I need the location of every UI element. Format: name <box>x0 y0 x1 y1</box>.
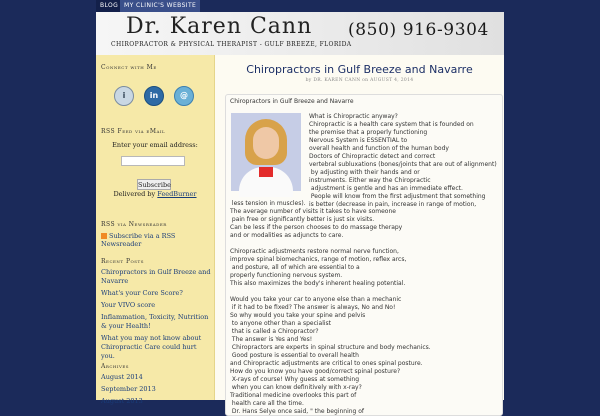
archives-title: Archives <box>101 363 130 370</box>
archives-list <box>101 373 211 409</box>
site-icon[interactable] <box>114 86 134 106</box>
post-line: adjustment is gentle and has an immediate effect. <box>309 185 463 192</box>
archive-link[interactable]: August 2014 <box>101 373 143 381</box>
delivered-by <box>96 190 214 198</box>
post-line: Would you take your car to anyone else than a mechanic <box>230 296 402 303</box>
post-line: Chiropractic is a health care system that is founded on <box>309 121 474 128</box>
post-line: and or modalities as adjuncts to care. <box>230 232 344 239</box>
post-meta: by DR. KAREN CANN on AUGUST 4, 2014 <box>305 78 414 83</box>
post-line: This also maximizes the body's inherent healing potential. <box>230 280 406 287</box>
rss-icon <box>101 233 107 239</box>
newsreader-link-label: Subscribe via a RSS Newsreader <box>101 232 176 248</box>
delivered-by-label: Delivered by <box>113 190 156 198</box>
archive-link[interactable]: August 2013 <box>101 397 143 405</box>
banner-subtitle: CHIROPRACTOR & PHYSICAL THERAPIST - GULF BREEZE, FLORIDA <box>111 41 352 48</box>
email-label: Enter your email address: <box>112 141 198 149</box>
recent-post-link[interactable]: Your VIVO score <box>101 301 156 309</box>
recent-posts-title: Recent Posts <box>101 258 144 265</box>
recent-post-link[interactable]: What's your Core Score? <box>101 289 183 297</box>
post-line: and posture, all of which are essential to a <box>230 264 360 271</box>
post-line: Nervous System is ESSENTIAL to <box>309 137 408 144</box>
post-title[interactable]: Chiropractors in Gulf Breeze and Navarre <box>246 63 473 76</box>
post-line: when you can know definitively with x-ray? <box>230 384 362 391</box>
archive-link[interactable]: September 2013 <box>101 385 156 393</box>
recent-post-link[interactable]: Chiropractors in Gulf Breeze and Navarre <box>101 268 211 285</box>
post-line: Chiropractic adjustments restore normal nerve function, <box>230 248 399 255</box>
rss-email-widget-title: RSS Feed via eMail <box>101 128 166 135</box>
post-line: and Chiropractic adjustments are critical to ones spinal posture. <box>230 360 423 367</box>
post-body <box>225 94 503 416</box>
post-line: The average number of visits it takes to have someone <box>230 208 396 215</box>
post-line: health care all the time. <box>230 400 304 407</box>
post-line: improve spinal biomechanics, range of motion, reflex arcs, <box>230 256 407 263</box>
post-heading: Chiropractors in Gulf Breeze and Navarre <box>230 98 354 105</box>
twitter-icon-label: @ <box>180 91 188 100</box>
doctor-photo <box>231 113 301 191</box>
post-line: Doctors of Chiropractic detect and correct <box>309 153 436 160</box>
post-line: pain free or significantly better is just six visits. <box>230 216 375 223</box>
post-line: the premise that a properly functioning <box>309 129 428 136</box>
post-line: So why would you take your spine and pelvis <box>230 312 366 319</box>
email-input[interactable] <box>121 156 185 166</box>
newsreader-link[interactable] <box>101 232 214 248</box>
paragraph-gap <box>230 288 498 296</box>
post-line: X-rays of course! Why guess at something <box>230 376 360 383</box>
recent-post-link[interactable]: What you may not know about Chiropractic Care could hurt you. <box>101 334 202 360</box>
page-frame <box>96 0 504 415</box>
top-nav <box>96 0 504 12</box>
recent-posts-list <box>101 268 211 364</box>
post-line: Good posture is essential to overall health <box>230 352 359 359</box>
post-line: Dr. Hans Selye once said, " the beginning of <box>230 408 365 415</box>
post-line: What is Chiropractic anyway? <box>309 113 398 120</box>
site-banner[interactable] <box>96 12 504 55</box>
site-icon-label: i <box>122 91 126 100</box>
newsreader-widget-title: RSS via Newsreader <box>101 221 167 228</box>
post-line: is better (decrease in pain, increase in range of motion, <box>309 201 477 208</box>
post-line: vertebral subluxations (bones/joints that are out of alignment) <box>309 161 497 168</box>
nav-tab-clinic-website[interactable]: MY CLINIC'S WEBSITE <box>120 0 200 12</box>
post-line: People will know from the first adjustment that something <box>309 193 486 200</box>
post-line: instruments. Either way the Chiropractic <box>309 177 431 184</box>
recent-post-link[interactable]: Inflammation, Toxicity, Nutrition & your Health! <box>101 313 209 330</box>
post-line: to anyone other than a specialist <box>230 320 332 327</box>
post-text-beside-photo <box>309 113 497 209</box>
post-line: The answer is Yes and Yes! <box>230 336 313 343</box>
post-line: Chiropractors are experts in spinal structure and body mechanics. <box>230 344 431 351</box>
banner-name: Dr. Karen Cann <box>126 14 313 39</box>
post-line: Can be less if the person chooses to do massage therapy <box>230 224 403 231</box>
post-line: that is called a Chiropractor? <box>230 328 319 335</box>
post-line: if it had to be fixed? The answer is always, No and No! <box>230 304 396 311</box>
sidebar <box>96 55 215 405</box>
post-line: Traditional medicine overlooks this part of <box>230 392 357 399</box>
paragraph-gap <box>230 240 498 248</box>
post-text <box>230 200 498 416</box>
main-content <box>215 55 504 415</box>
post-line: properly functioning nervous system. <box>230 272 343 279</box>
nav-tab-blog[interactable]: BLOG <box>96 0 122 12</box>
feedburner-link[interactable]: FeedBurner <box>157 190 197 198</box>
banner-phone: (850) 916-9304 <box>348 20 489 40</box>
twitter-icon[interactable] <box>174 86 194 106</box>
post-line: How do you know you have good/correct spinal posture? <box>230 368 401 375</box>
post-line: overall health and function of the human body <box>309 145 449 152</box>
connect-widget-title: Connect with Me <box>101 64 157 71</box>
post-line: less tension in muscles). <box>230 200 306 207</box>
linkedin-icon[interactable] <box>144 86 164 106</box>
subscribe-button[interactable]: Subscribe <box>138 180 171 189</box>
post-line: by adjusting with their hands and or <box>309 169 420 176</box>
linkedin-icon-label: in <box>149 91 159 100</box>
